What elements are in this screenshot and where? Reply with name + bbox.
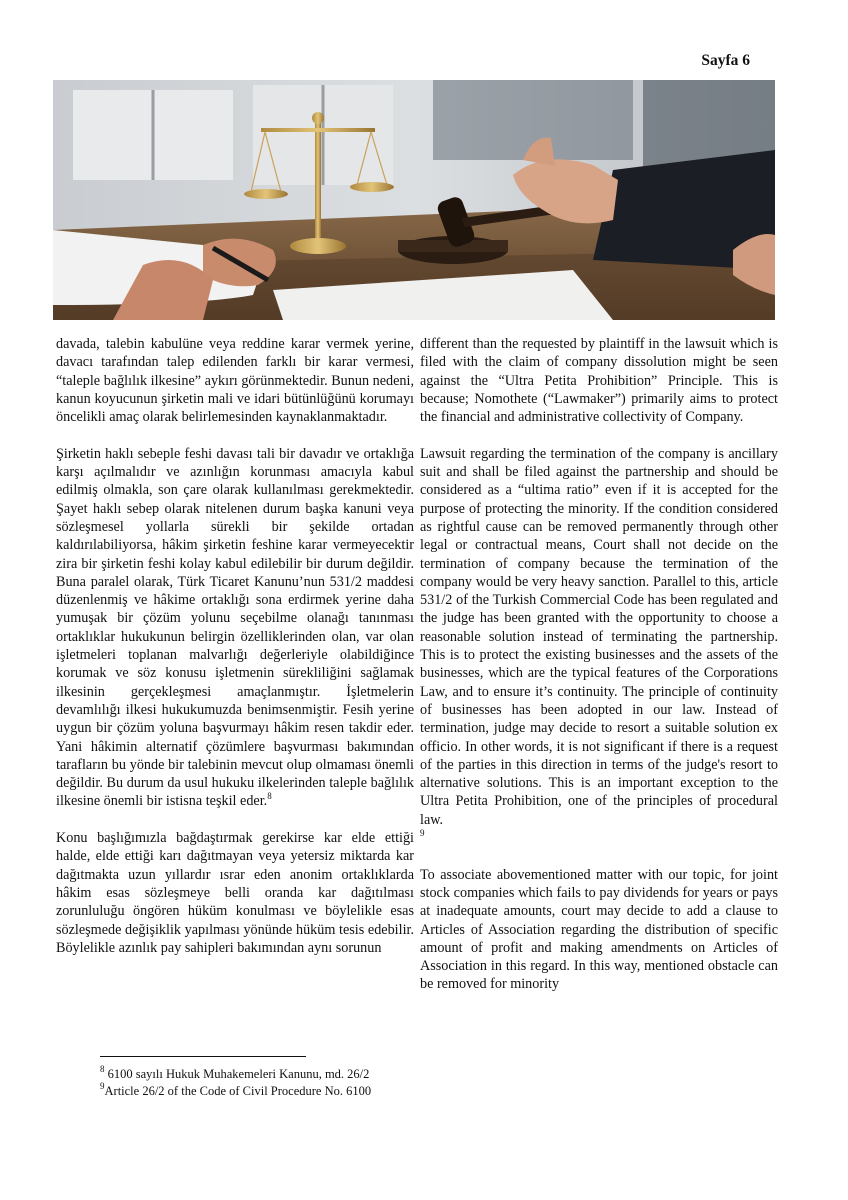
tr-paragraph-1: davada, talebin kabulüne veya reddine karar vermek yerine, davacı tarafından talep edilenden farklı bir karar vermesi, “taleple bağlılık ilkesine” aykırı görünmektedir. Bunun nedeni, kanun koyucunun şirketin mali ve idari bütünlüğünü korumayı öncelikli amaç olarak belirlemesinden kaynaklanmaktadır. — [56, 336, 414, 426]
footnote-8 — [100, 1066, 371, 1083]
footnote-divider — [100, 1056, 306, 1057]
english-column — [420, 335, 778, 994]
turkish-column — [56, 335, 414, 957]
page-number: Sayfa 6 — [701, 52, 750, 69]
footnote-ref-8[interactable]: 8 — [267, 791, 272, 802]
en-paragraph-2 — [420, 445, 778, 848]
en-paragraph-1: different than the requested by plaintiff in the lawsuit which is filed with the claim of company dissolution might be seen against the “Ultra Petita Prohibition” Principle. This is because; Nomothete (“Lawmaker”) primarily aims to protect the financial and administrative collectivity of Company. — [420, 336, 778, 426]
tr-paragraph-3: Konu başlığımızla bağdaştırmak gerekirse kar elde ettiği halde, elde ettiği karı dağıtmayan veya yetersiz miktarda kar dağıtmakta uzun yıllardır ısrar eden anonim ortaklıklarda hâkim esas sözleşmeye belli oranda kar dağıtılması zorunluluğu öngören hüküm konulması ve böylelikle esas sözleşmede değişiklik yapılması yönünde hüküm tesis edebilir. Böylelikle azınlık pay sahipleri bakımından aynı sorunun — [56, 830, 414, 956]
en-paragraph-3: To associate abovementioned matter with our topic, for joint stock companies which fails to pay dividends for years or pays at inadequate amounts, court may decide to add a clause to Articles of Association regarding the distribution of specific amount of profit and making amendments on Articles of Association in this regard. In this way, mentioned obstacle can be removed for minority — [420, 866, 778, 993]
footnotes — [100, 1066, 371, 1100]
tr-paragraph-2-text: Şirketin haklı sebeple feshi davası tali bir davadır ve ortaklığa karşı açılmalıdır ve azınlığın korunması amacıyla kabul edilmiş olmakla, son çare olarak kullanılması gerekmektedir. Şayet haklı sebep olarak nitelenen durum başka kanuni veya sözleşmesel yollarla sürekli bir şekilde ortadan kaldırılabiliyorsa, hâkim şirketin feshine karar vermeyecektir zira bir şirketin feshi kolay kabul edilebilir bir durum değildir. Buna paralel olarak, Türk Ticaret Kanunu’nun 531/2 maddesi düzenlenmiş ve hâkime ortaklığı sona erdirmek yerine daha yumuşak bir çözüm yolunu seçebilme olanağı tanınması ortaklıklar hukukunun belirgin özelliklerinden olan, var olan işletmeleri toplanan malvarlığı değerleriyle olabildiğince korumak ve söz konusu işletmenin sürekliliğini sağlamak ilkesinin gerçekleşmesi amaçlanmıştır. İşletmelerin devamlılığı ilkesi hukukumuzda benimsenmiştir. Fesih yerine uygun bir çözüm yoluna başvurmayı hâkim resen takdir eder. Yani hâkimin alternatif çözümlere başvurması bakımından tarafların bu yönde bir talebinin mevcut olup olmaması önemli değildir. Bu durum da usul hukuku ilkelerinden taleple bağlılık ilkesine önemli bir istisna teşkil eder. — [56, 445, 414, 810]
en-paragraph-2-text: Lawsuit regarding the termination of the company is ancillary suit and shall be filed against the partnership and should be considered as a “ultima ratio” even if it is accepted for the purpose of protecting the minority. If the condition considered as rightful cause can be removed permanently through other legal or contractual means, Court shall not decide on the termination of company because the termination of the company would be very heavy sanction. Parallel to this, article 531/2 of the Turkish Commercial Code has been regulated and the judge has been granted with the opportunity to choose a reasonable solution instead of terminating the partnership. This is to protect the existing businesses and the assets of the businesses, which are the typical features of the Corporations Law, and to ensure it’s continuity. The principle of continuity of businesses has been adopted in our law. Instead of termination, judge may decide to resort a suitable solution ex officio. In other words, it is not significant if there is a request of the parties in this direction in terms of the judge's resort to alternative solutions. This is an important exception to the Ultra Petita Prohibition, one of the principles of procedural law. — [420, 445, 778, 828]
scales-gavel-image — [53, 80, 775, 320]
header-photo — [53, 80, 775, 320]
footnote-9-number: 9 — [100, 1081, 105, 1091]
footnote-9 — [100, 1083, 371, 1100]
footnote-ref-9[interactable]: 9 — [420, 828, 425, 839]
footnote-8-text: 6100 sayılı Hukuk Muhakemeleri Kanunu, md. 26/2 — [104, 1067, 370, 1081]
footnote-8-number: 8 — [100, 1064, 105, 1074]
footnote-9-text: Article 26/2 of the Code of Civil Procedure No. 6100 — [104, 1084, 372, 1098]
tr-paragraph-2 — [56, 445, 414, 811]
